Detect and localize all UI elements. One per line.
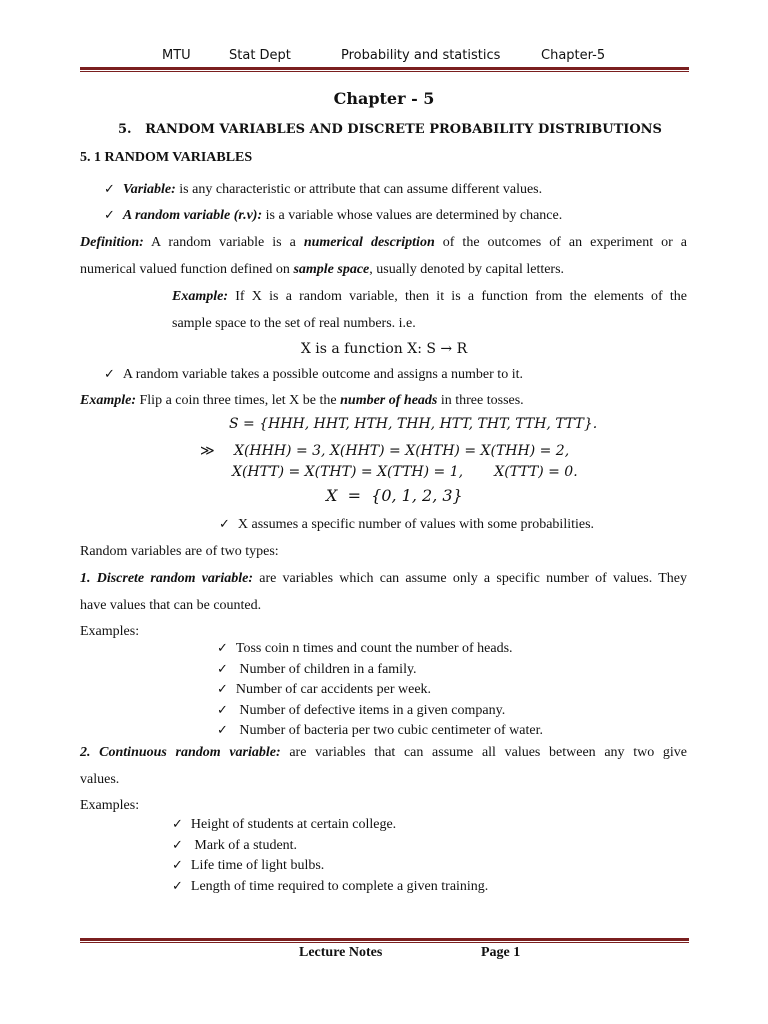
continuous-line-1 — [80, 739, 687, 766]
range-formula: X = {0, 1, 2, 3} — [326, 486, 463, 505]
header-rule — [80, 67, 689, 72]
check-mark-icon: ✓ — [172, 838, 183, 853]
example-text: in three tosses. — [437, 393, 524, 408]
sample-space-formula: S = {HHH, HHT, HTH, THH, HTT, THT, TTH, TTT}. — [229, 416, 598, 432]
discrete-line-2: have values that can be counted. — [80, 598, 262, 613]
example1-line-2: sample space to the set of real numbers. i.e. — [172, 316, 416, 331]
discrete-label: 1. Discrete random variable: — [80, 571, 254, 586]
bullet-text: is a variable whose values are determined by chance. — [262, 208, 563, 223]
check-mark-icon: ✓ — [217, 641, 228, 656]
list-item — [217, 703, 505, 719]
check-mark-icon: ✓ — [172, 879, 183, 894]
list-item — [172, 838, 297, 854]
example-label: Example: — [80, 393, 136, 408]
bullet-text: X assumes a specific number of values with some probabilities. — [237, 517, 595, 532]
continuous-examples-label: Examples: — [80, 798, 140, 813]
continuous-line-2: values. — [80, 772, 120, 787]
example-emphasis: number of heads — [340, 393, 438, 408]
footer-rule — [80, 938, 689, 943]
example-label: Example: — [172, 289, 228, 304]
bullet-text: is any characteristic or attribute that can assume different values. — [175, 182, 543, 197]
bullet-variable — [104, 176, 542, 203]
definition-text: A random variable is a — [143, 235, 304, 250]
header-course: Probability and statistics — [341, 48, 501, 63]
term-variable: Variable: — [122, 182, 176, 197]
list-item-text: Number of car accidents per week. — [235, 682, 432, 697]
list-item — [172, 858, 324, 874]
example-text: Flip a coin three times, let X be the — [136, 393, 341, 408]
check-mark-icon: ✓ — [172, 817, 183, 832]
function-formula: X is a function X: S → R — [300, 341, 468, 357]
implies-symbol: ≫ — [200, 443, 215, 459]
bullet-text: A random variable takes a possible outcome and assigns a number to it. — [122, 367, 523, 382]
list-item — [172, 879, 488, 895]
list-item-text: Life time of light bulbs. — [190, 858, 325, 873]
check-mark-icon: ✓ — [104, 367, 115, 382]
list-item — [217, 641, 513, 657]
list-item-text: Number of children in a family. — [235, 662, 417, 677]
definition-emphasis: numerical description — [303, 235, 435, 250]
continuous-label: 2. Continuous random variable: — [80, 745, 281, 760]
check-mark-icon: ✓ — [104, 208, 115, 223]
section-title: 5. RANDOM VARIABLES AND DISCRETE PROBABILITY DISTRIBUTIONS — [118, 122, 662, 137]
header-org: MTU — [162, 48, 191, 63]
definition-text: , usually denoted by capital letters. — [369, 262, 565, 277]
list-item-text: Mark of a student. — [190, 838, 298, 853]
list-item — [217, 682, 431, 698]
mapping-line-b: X(HTT) = X(THT) = X(TTH) = 1, X(TTT) = 0. — [232, 464, 578, 480]
check-mark-icon: ✓ — [172, 858, 183, 873]
example-text: If X is a random variable, then it is a function from the elements of the — [228, 289, 687, 304]
list-item-text: Toss coin n times and count the number of heads. — [235, 641, 513, 656]
footer-page-number: Page 1 — [481, 945, 521, 960]
definition-text: numerical valued function defined on — [80, 262, 294, 277]
footer-lecture-notes: Lecture Notes — [299, 945, 383, 960]
list-item-text: Length of time required to complete a given training. — [190, 879, 489, 894]
list-item — [217, 723, 543, 739]
check-mark-icon: ✓ — [104, 182, 115, 197]
check-mark-icon: ✓ — [217, 682, 228, 697]
term-random-variable: A random variable (r.v): — [122, 208, 263, 223]
discrete-text: are variables which can assume only a specific number of values. They — [253, 571, 687, 586]
definition-line-2 — [80, 256, 564, 283]
list-item — [217, 662, 417, 678]
discrete-examples-label: Examples: — [80, 624, 140, 639]
check-mark-icon: ✓ — [217, 662, 228, 677]
bullet-random-variable — [104, 202, 562, 229]
check-mark-icon: ✓ — [217, 703, 228, 718]
check-mark-icon: ✓ — [219, 517, 230, 532]
chapter-title: Chapter - 5 — [333, 89, 435, 108]
list-item — [172, 817, 396, 833]
header-chapter: Chapter-5 — [541, 48, 606, 63]
continuous-text: are variables that can assume all values between any two give — [280, 745, 687, 760]
definition-text: of the outcomes of an experiment or a — [434, 235, 687, 250]
header-dept: Stat Dept — [229, 48, 291, 63]
example2-line — [80, 387, 524, 414]
list-item-text: Number of defective items in a given company. — [235, 703, 506, 718]
check-mark-icon: ✓ — [217, 723, 228, 738]
definition-emphasis: sample space — [293, 262, 370, 277]
subsection-title: 5. 1 RANDOM VARIABLES — [80, 150, 253, 165]
bullet-assign — [104, 361, 523, 388]
list-item-text: Number of bacteria per two cubic centimeter of water. — [235, 723, 543, 738]
discrete-line-1 — [80, 565, 687, 592]
bullet-values — [219, 511, 594, 538]
mapping-line-a: X(HHH) = 3, X(HHT) = X(HTH) = X(THH) = 2, — [234, 443, 570, 459]
types-intro: Random variables are of two types: — [80, 544, 279, 559]
definition-label: Definition: — [80, 235, 144, 250]
list-item-text: Height of students at certain college. — [190, 817, 397, 832]
example1-line-1 — [172, 283, 687, 310]
definition-line-1 — [80, 229, 687, 256]
